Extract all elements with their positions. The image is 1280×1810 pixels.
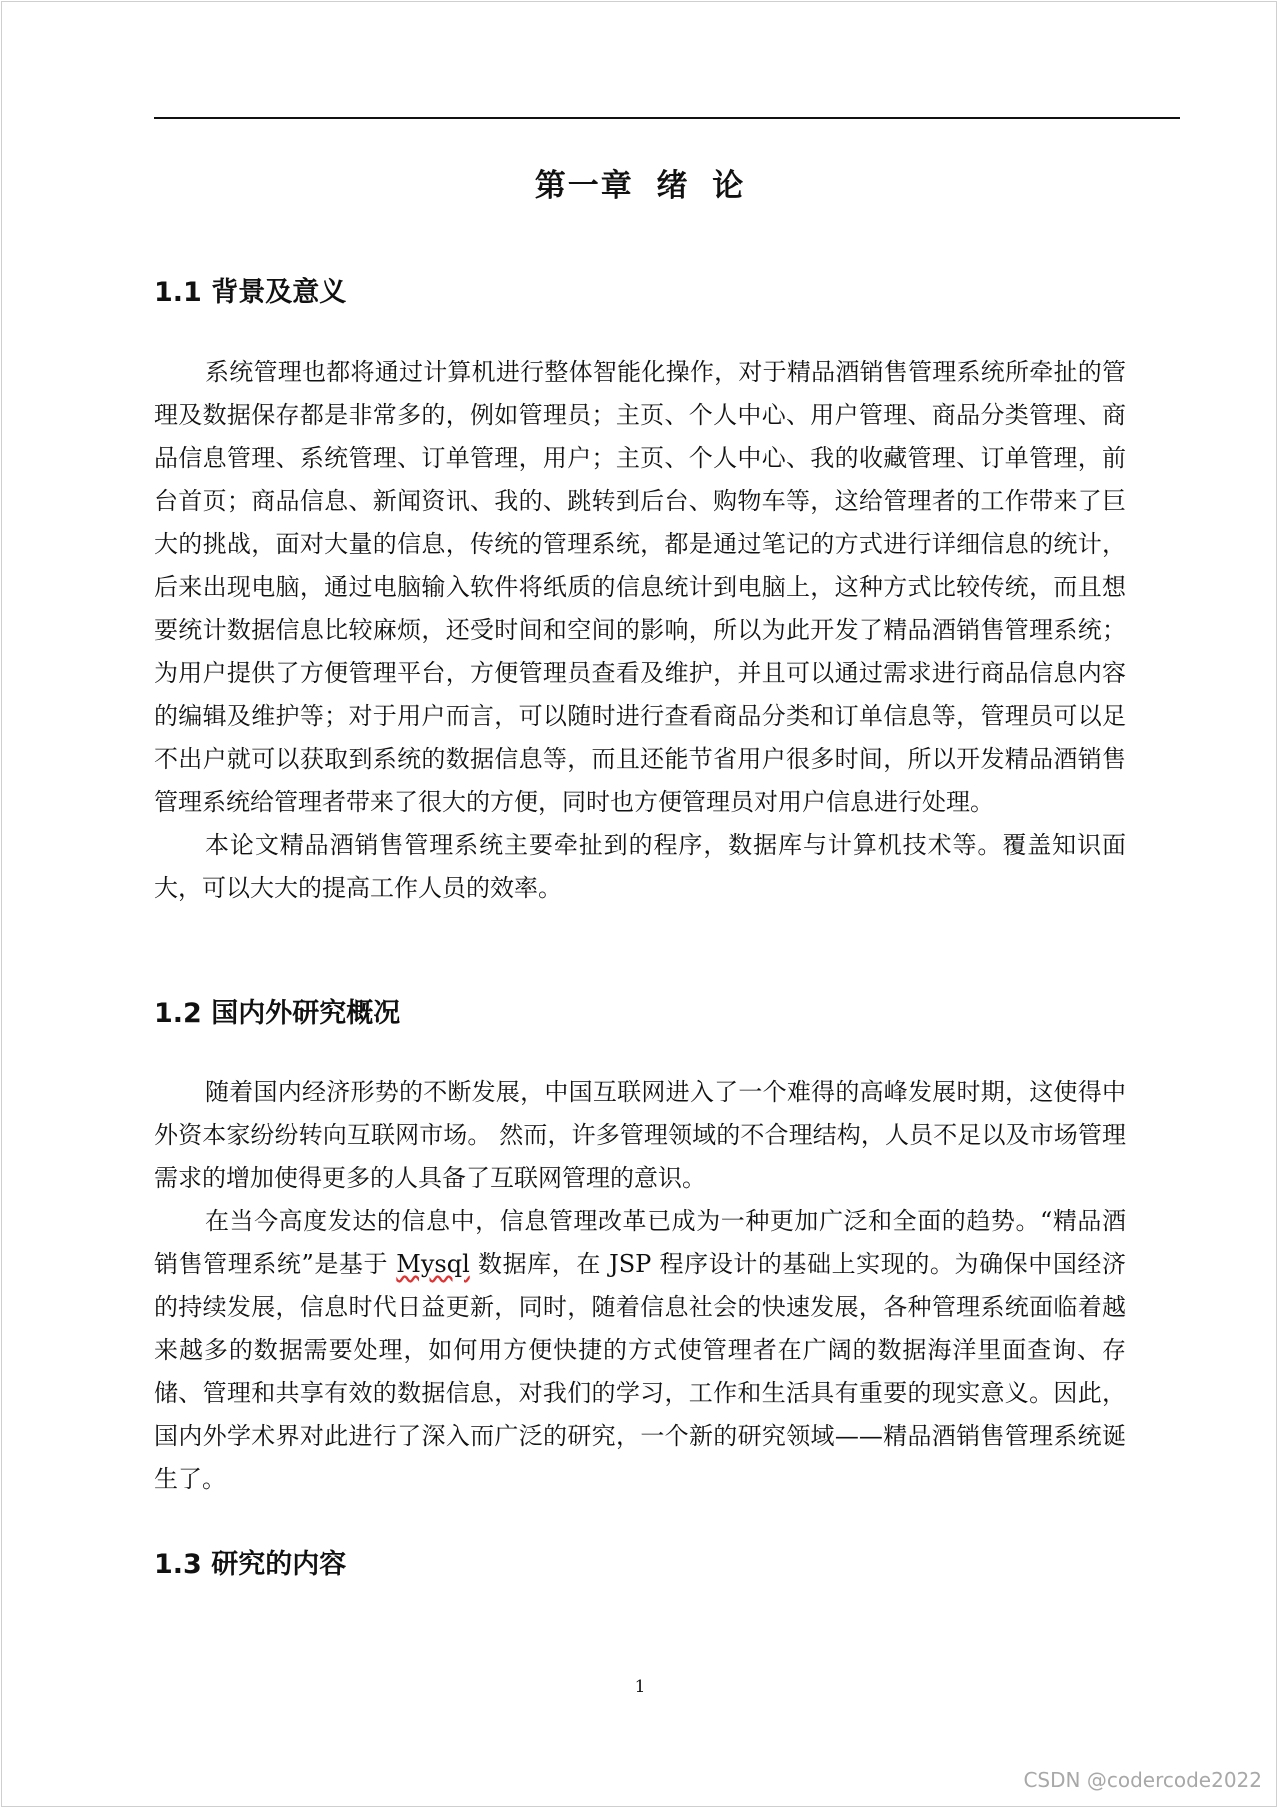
section-heading-1-3: 1.3 研究的内容 <box>154 1549 347 1580</box>
section-heading-1-2: 1.2 国内外研究概况 <box>154 998 401 1029</box>
section-1-1-body <box>154 351 1126 910</box>
paragraph <box>154 1200 1126 1501</box>
spellcheck-word-mysql: Mysql <box>396 1250 470 1278</box>
chapter-title: 第一章 绪 论 <box>534 168 746 204</box>
text-run: 在当今高度发达的信息中，信息管理改革已成为一种更加广泛和全面的趋势。“精品酒销售管理系统”是基于 <box>154 1207 1126 1278</box>
header-rule <box>154 117 1180 119</box>
section-1-2-body <box>154 1071 1126 1501</box>
text-run: 数据库，在 JSP 程序设计的基础上实现的。为确保中国经济的持续发展，信息时代日益更新，同时，随着信息社会的快速发展，各种管理系统面临着越来越多的数据需要处理，如何用方便快捷的方式使管理者在广阔的数据海洋里面查询、存储、管理和共享有效的数据信息，对我们的学习，工作和生活具有重要的现实意义。因此，国内外学术界对此进行了深入而广泛的研究，一个新的研究领域——精品酒销售管理系统诞生了。 <box>154 1250 1126 1493</box>
paragraph: 系统管理也都将通过计算机进行整体智能化操作，对于精品酒销售管理系统所牵扯的管理及数据保存都是非常多的，例如管理员；主页、个人中心、用户管理、商品分类管理、商品信息管理、系统管理、订单管理，用户；主页、个人中心、我的收藏管理、订单管理，前台首页；商品信息、新闻资讯、我的、跳转到后台、购物车等，这给管理者的工作带来了巨大的挑战，面对大量的信息，传统的管理系统，都是通过笔记的方式进行详细信息的统计，后来出现电脑，通过电脑输入软件将纸质的信息统计到电脑上，这种方式比较传统，而且想要统计数据信息比较麻烦，还受时间和空间的影响，所以为此开发了精品酒销售管理系统；为用户提供了方便管理平台，方便管理员查看及维护，并且可以通过需求进行商品信息内容的编辑及维护等；对于用户而言，可以随时进行查看商品分类和订单信息等，管理员可以足不出户就可以获取到系统的数据信息等，而且还能节省用户很多时间，所以开发精品酒销售管理系统给管理者带来了很大的方便，同时也方便管理员对用户信息进行处理。 <box>154 358 1126 816</box>
paragraph: 随着国内经济形势的不断发展，中国互联网进入了一个难得的高峰发展时期，这使得中外资本家纷纷转向互联网市场。 然而，许多管理领域的不合理结构，人员不足以及市场管理需求的增加使得更多的人具备了互联网管理的意识。 <box>154 1078 1126 1192</box>
paragraph: 本论文精品酒销售管理系统主要牵扯到的程序，数据库与计算机技术等。覆盖知识面大，可以大大的提高工作人员的效率。 <box>154 831 1126 902</box>
section-heading-1-1: 1.1 背景及意义 <box>154 277 347 308</box>
watermark: CSDN @codercode2022 <box>1023 1768 1262 1792</box>
page-number: 1 <box>634 1677 646 1697</box>
